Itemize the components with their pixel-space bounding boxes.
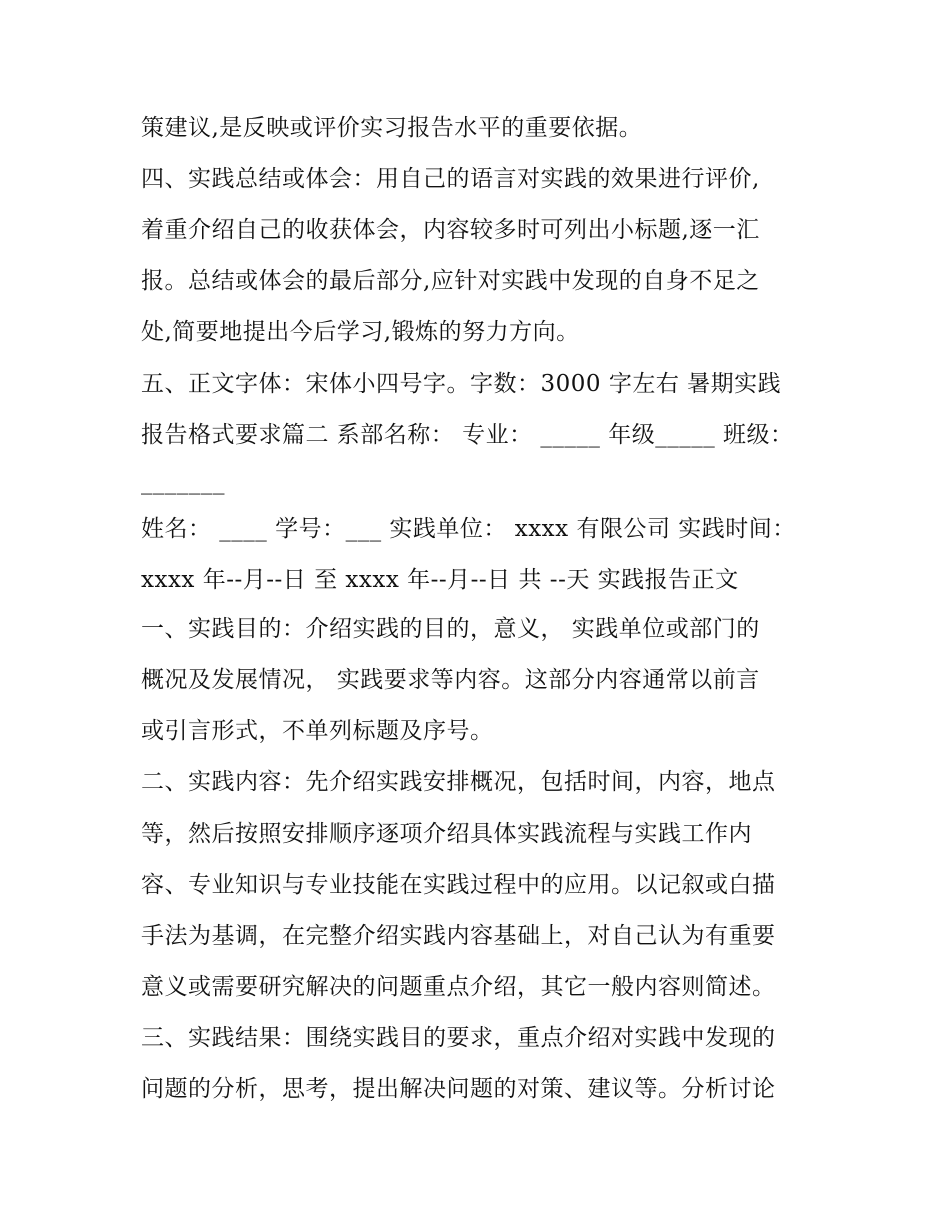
text-line: 问题的分析，思考，提出解决问题的对策、建议等。分析讨论	[141, 1076, 776, 1102]
text-line: 报告格式要求篇二 系部名称： 专业： _____ 年级_____ 班级：	[141, 422, 794, 448]
text-line: 策建议,是反映或评价实习报告水平的重要依据。	[141, 115, 643, 141]
text-line: 四、实践总结或体会：用自己的语言对实践的效果进行评价,	[141, 166, 760, 192]
text-line: 手法为基调，在完整介绍实践内容基础上，对自己认为有重要	[141, 923, 776, 949]
text-line: 五、正文字体：宋体小四号字。字数：3000 字左右 暑期实践	[141, 371, 782, 397]
text-line: 着重介绍自己的收获体会，内容较多时可列出小标题,逐一汇	[141, 217, 760, 243]
text-line: 容、专业知识与专业技能在实践过程中的应用。以记叙或白描	[141, 872, 776, 898]
text-line: 报。总结或体会的最后部分,应针对实践中发现的自身不足之	[141, 268, 760, 294]
text-line: 或引言形式，不单列标题及序号。	[141, 718, 494, 744]
text-line: 意义或需要研究解决的问题重点介绍，其它一般内容则简述。	[141, 974, 776, 1000]
text-line: xxxx 年--月--日 至 xxxx 年--月--日 共 --天 实践报告正文	[141, 567, 739, 593]
text-line: 一、实践目的：介绍实践的目的，意义， 实践单位或部门的	[141, 616, 760, 642]
text-line: 处,简要地提出今后学习,锻炼的努力方向。	[141, 319, 580, 345]
text-line: 二、实践内容：先介绍实践安排概况，包括时间，内容，地点	[141, 769, 776, 795]
text-line: 姓名： ____ 学号：___ 实践单位： xxxx 有限公司 实践时间：	[141, 516, 796, 542]
text-line: _______	[141, 469, 225, 495]
text-line: 概况及发展情况， 实践要求等内容。这部分内容通常以前言	[141, 667, 760, 693]
text-line: 三、实践结果：围绕实践目的要求，重点介绍对实践中发现的	[141, 1025, 776, 1051]
text-line: 等，然后按照安排顺序逐项介绍具体实践流程与实践工作内	[141, 821, 752, 847]
